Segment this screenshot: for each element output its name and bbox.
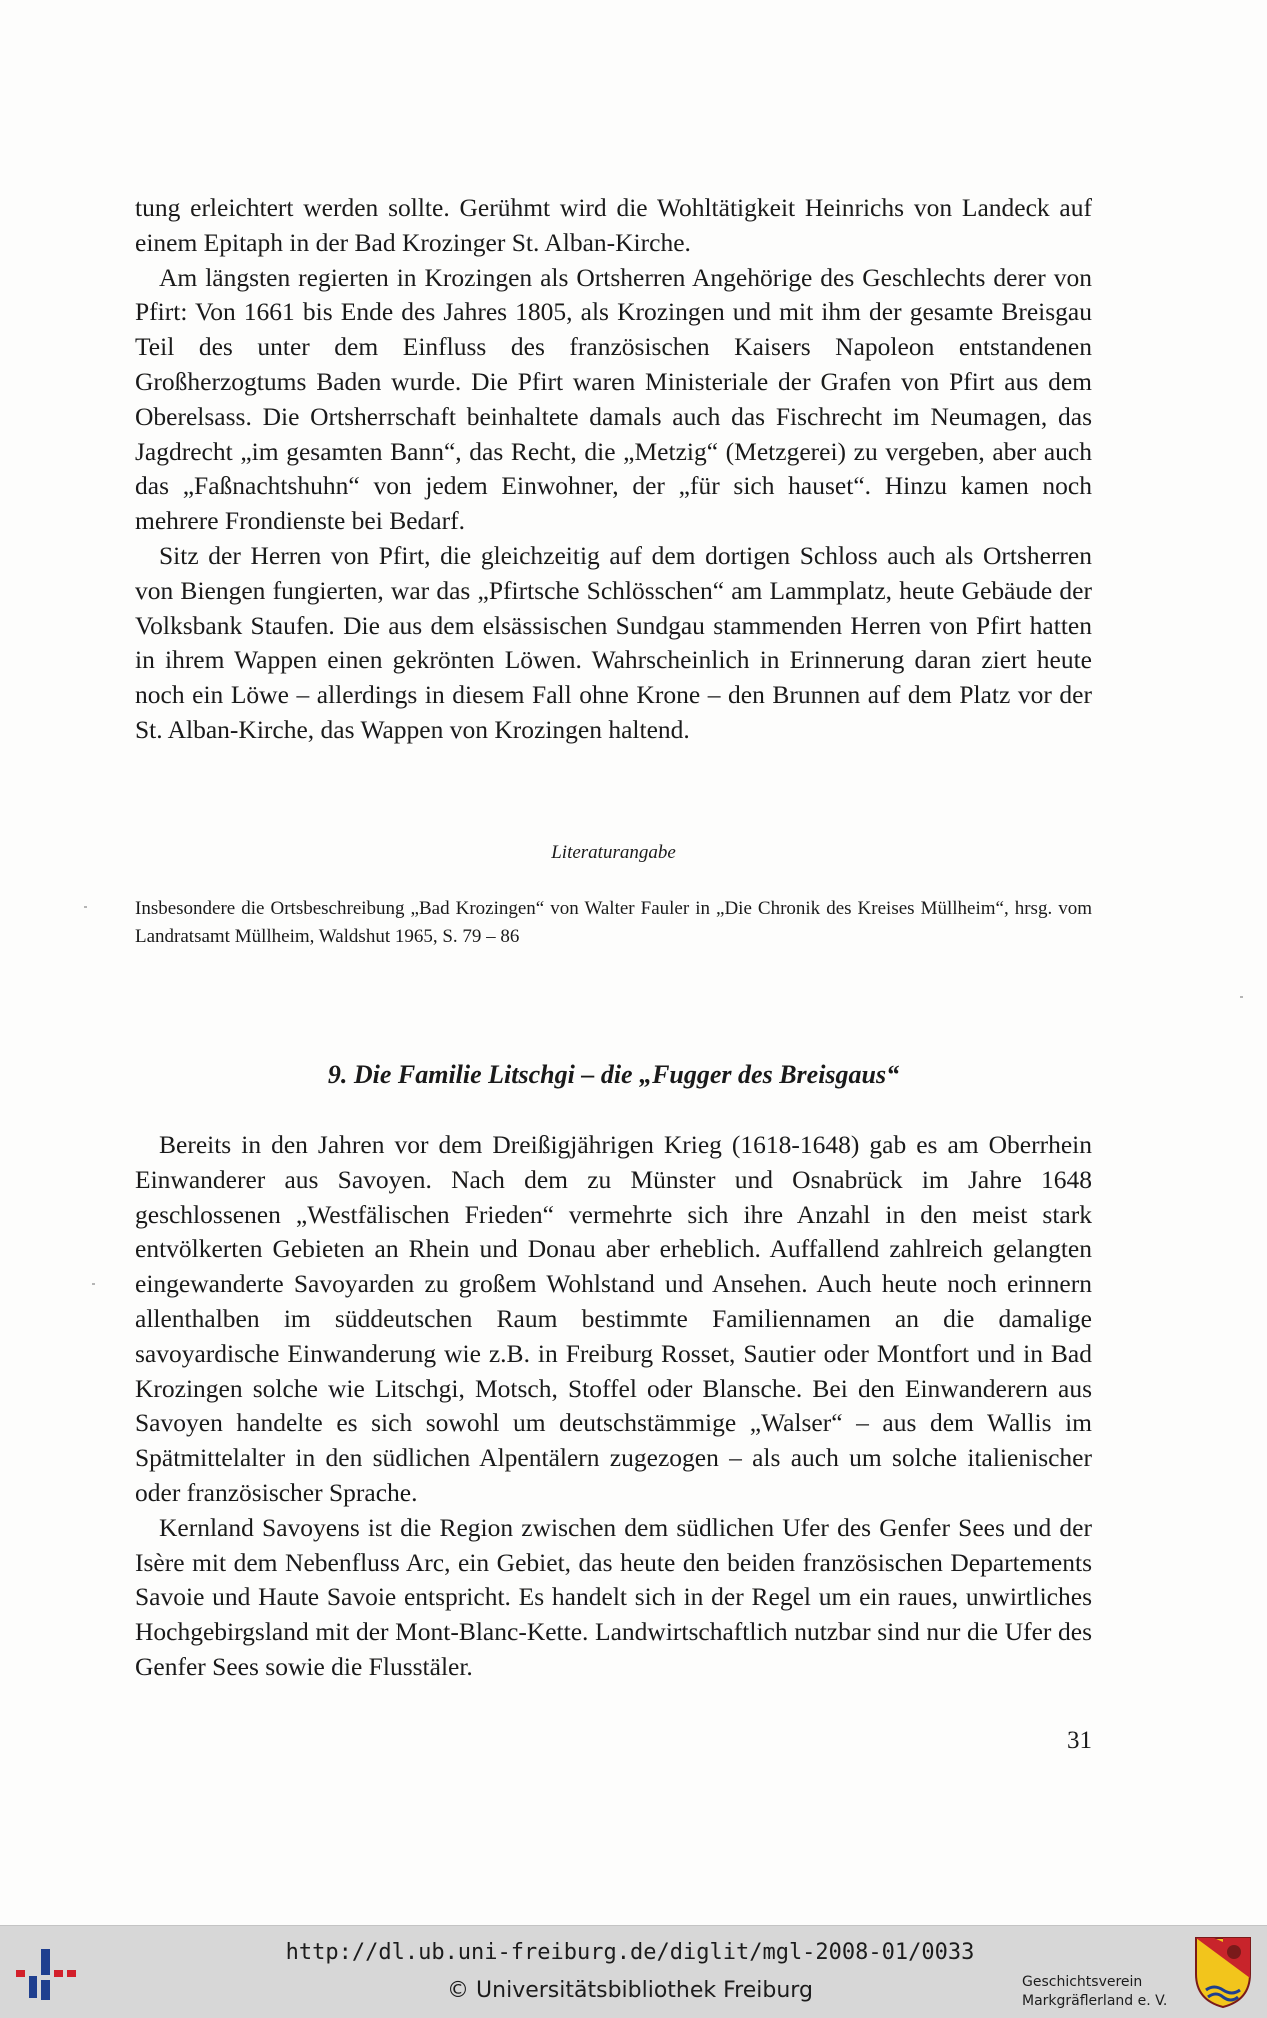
paragraph: Sitz der Herren von Pfirt, die gleichzeitig auf dem dortigen Schloss auch als Ortsherren von Biengen fungierten, war das „Pfirtsche Schlösschen“ am Lammplatz, heute Gebäude der Volksbank Staufen. Die aus dem elsässischen Sundgau stammenden Herren von Pfirt hatten in ihrem Wappen einen gekrönten Löwen. Wahrscheinlich in Erinnerung daran ziert heute noch ein Löwe – allerdings in diesem Fall ohne Krone – den Brunnen auf dem Platz vor der St. Alban-Kirche, das Wappen von Krozingen haltend. [135,540,1092,744]
society-name-line1: Geschichtsverein [1022,1974,1143,1990]
university-library-logo-icon[interactable] [12,1946,82,2002]
paragraph: Am längsten regierten in Krozingen als Ortsherren Angehörige des Geschlechts derer von Pfirt: Von 1661 bis Ende des Jahres 1805, als Krozingen und mit ihm der gesamte Breisgau Teil des unter dem Einfluss des französischen Kaisers Napoleon entstandenen Großherzogtums Baden wurde. Die Pfirt waren Ministeriale der Grafen von Pfirt aus dem Oberelsass. Die Ortsherrschaft beinhaltete damals auch das Fischrecht im Neumagen, das Jagdrecht „im gesamten Bann“, das Recht, die „Metzig“ (Metzgerei) zu vergeben, aber auch das „Faßnachtshuhn“ von jedem Einwohner, der „für sich hauset“. Hinzu kamen noch mehrere Frondienste bei Bedarf. [135,262,1092,536]
paragraph: Bereits in den Jahren vor dem Dreißigjährigen Krieg (1618-1648) gab es am Oberrhein Einwanderer aus Savoyen. Nach dem zu Münster und Osnabrück im Jahre 1648 geschlossenen „Westfälischen Frieden“ vermehrte sich ihre Anzahl in den meist stark entvölkerten Gebieten an Rhein und Donau aber erheblich. Auffallend zahlreich gelangten eingewanderte Savoyarden zu großem Wohlstand und Ansehen. Auch heute noch erinnern allenthalben im süddeutschen Raum bestimmte Familiennamen an die damalige savoyardische Einwanderung wie z.B. in Freiburg Rosset, Sautier oder Montfort und in Bad Krozingen solche wie Litschgi, Motsch, Stoffel oder Blansche. Bei den Einwanderern aus Savoyen handelte es sich sowohl um deutschstämmige „Walser“ – aus dem Wallis im Spätmittelalter in den südlichen Alpentälern zugezogen – als auch um solche italienischer oder französischer Sprache. [135,1130,1092,1507]
society-name-line2: Markgräflerland e. V. [1022,1993,1168,2009]
scan-speck [92,1283,95,1285]
copyright-notice: © Universitätsbibliothek Freiburg [447,1978,813,2003]
viewer-footer [0,1925,1267,2018]
literature-heading: Literaturangabe [551,842,676,863]
paragraph: Kernland Savoyens ist die Region zwischen dem südlichen Ufer des Genfer Sees und der Isère mit dem Nebenfluss Arc, ein Gebiet, das heute den beiden französischen Departements Savoie und Haute Savoie entspricht. Es handelt sich in der Regel um ein raues, unwirtliches Hochgebirgsland mit der Mont-Blanc-Kette. Landwirtschaftlich nutzbar sind nur die Ufer des Genfer Sees sowie die Flusstäler. [135,1512,1092,1681]
literature-reference: Insbesondere die Ortsbeschreibung „Bad Krozingen“ von Walter Fauler in „Die Chronik des Kreises Müllheim“, hrsg. vom Landratsamt Müllheim, Waldshut 1965, S. 79 – 86 [135,898,1092,947]
scan-speck [84,906,87,908]
coat-of-arms-icon[interactable] [1192,1934,1254,2010]
page-number: 31 [1067,1727,1092,1754]
document-url-link[interactable]: http://dl.ub.uni-freiburg.de/diglit/mgl-2008-01/0033 [285,1940,975,1965]
scan-speck [1240,996,1243,998]
body-text-top [135,191,1092,748]
body-text-bottom [135,1128,1092,1685]
paragraph: tung erleichtert werden sollte. Gerühmt wird die Wohltätigkeit Heinrichs von Landeck auf einem Epitaph in der Bad Krozinger St. Alban-Kirche. [135,193,1092,257]
section-heading: 9. Die Familie Litschgi – die „Fugger des Breisgaus“ [327,1060,900,1089]
